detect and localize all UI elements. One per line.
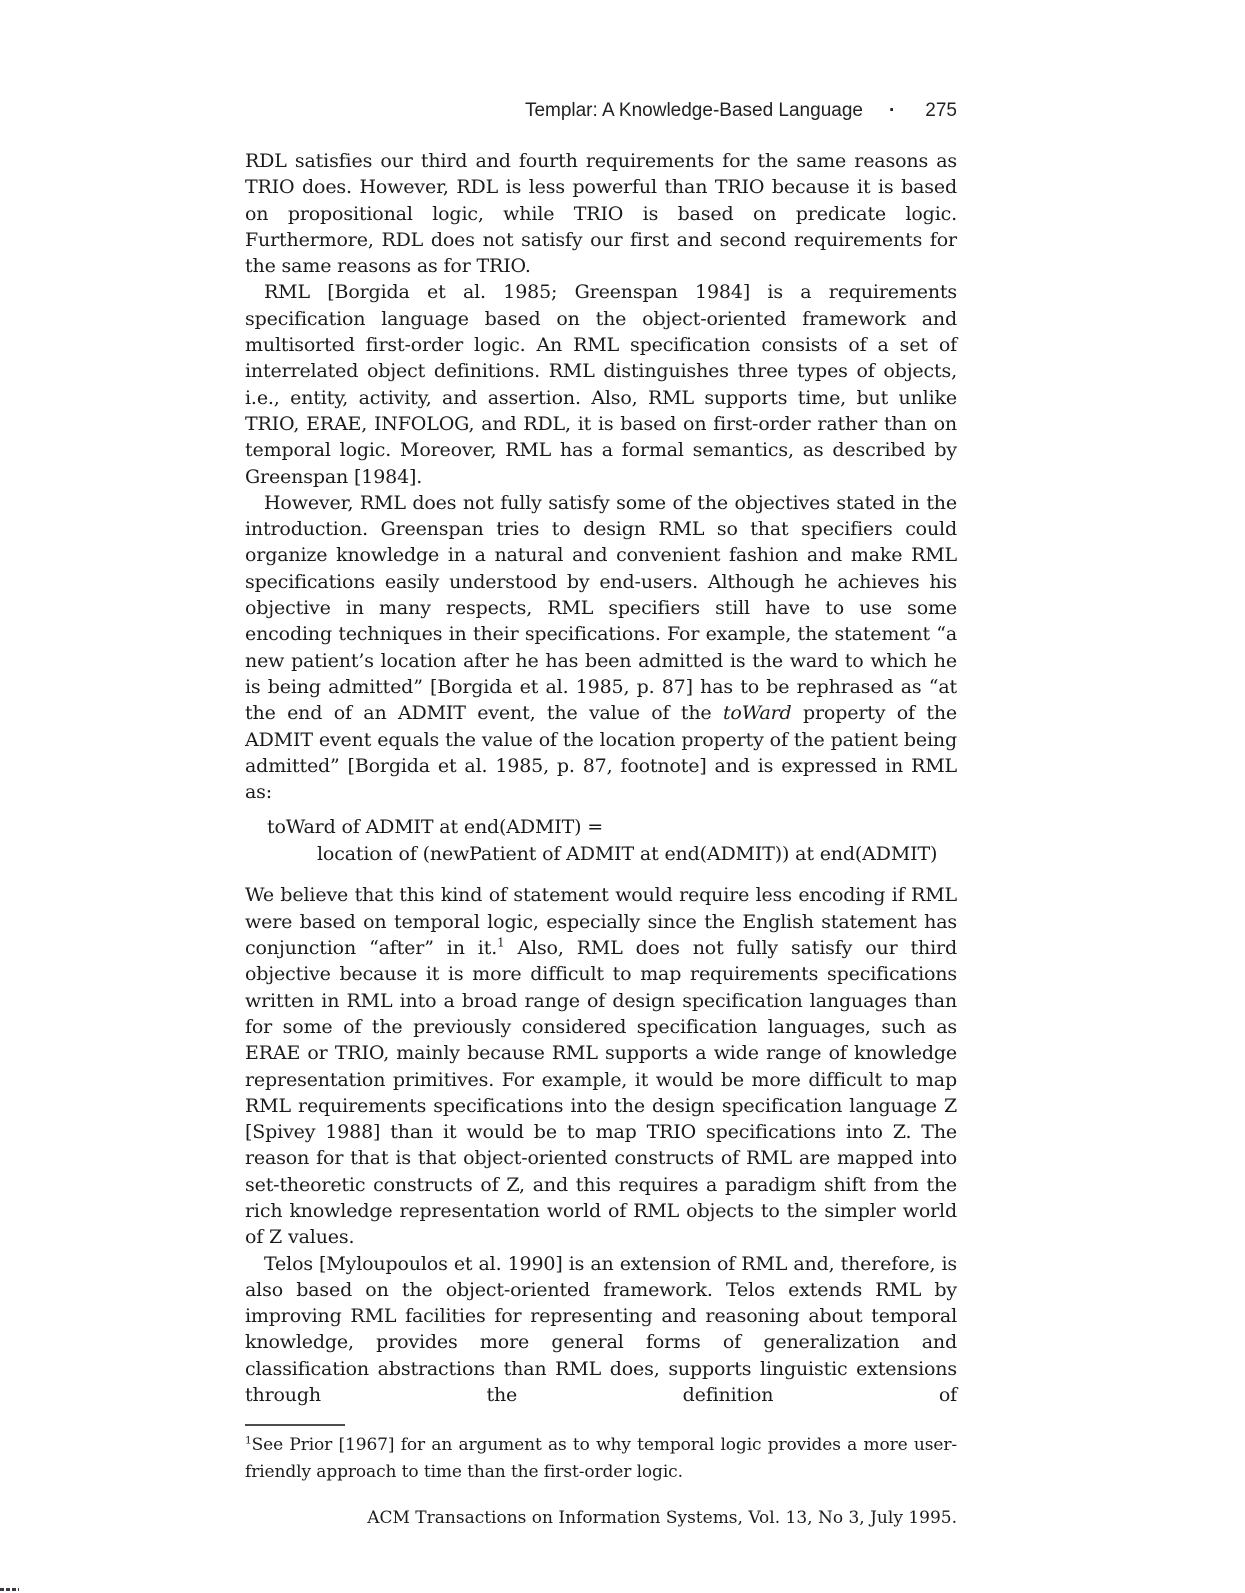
emphasized-term: toWard [722,702,792,725]
text-run: Telos [Myloupoulos et al. 1990] is an extension of RML and, therefore, is also based on the object-oriented framework. Telos extends RML by improving RML facilities for representing and reasoning about temporal knowledge, provides more general forms of generalization and classification abstractions than RML does, supports linguistic extensions through the definition of [245,1252,957,1407]
text-run: property of the ADMIT event equals the value of the location property of the patient being admitted” [Borgida et al. 1985, p. 87, footnote] and is expressed in RML as: [245,702,957,804]
journal-footer: ACM Transactions on Information Systems, Vol. 13, No 3, July 1995. [367,1508,957,1529]
scan-artifact-mark [0,1588,19,1591]
text-run: However, RML does not fully satisfy some of the objectives stated in the introduction. Greenspan tries to design RML so that specifiers could organize knowledge in a natural and convenient fashion and make RML specifications easily understood by end-users. Although he achieves his objective in many respects, RML specifiers still have to use some encoding techniques in their specifications. For example, the statement “a new patient’s location after he has been admitted is the ward to which he is being admitted” [Borgida et al. 1985, p. 87] has to be rephrased as “at the end of an ADMIT event, the value of the [245,491,957,725]
running-header [245,100,957,122]
body-paragraph [245,279,957,489]
page-content-column [245,100,957,1529]
body-paragraph [245,1251,957,1409]
footnote-text: See Prior [1967] for an argument as to why temporal logic provides a more user-friendly approach to time than the first-order logic. [245,1435,957,1482]
footnote-rule [245,1424,345,1426]
text-run: RDL satisfies our third and fourth requirements for the same reasons as TRIO does. However, RDL is less powerful than TRIO because it is based on propositional logic, while TRIO is based on predicate logic. Furthermore, RDL does not satisfy our first and second requirements for the same reasons as for TRIO. [245,150,957,278]
footnote-reference: 1 [497,935,505,950]
rml-expression-line: location of (newPatient of ADMIT at end(ADMIT)) at end(ADMIT) [317,843,938,866]
text-run: We believe that this kind of statement would require less encoding if RML were based on temporal logic, especially since the English statement has conjunction “after” in it. [245,884,957,960]
body-paragraph [245,882,957,1250]
body-paragraph [245,148,957,279]
body-paragraph [245,490,957,806]
header-separator-dot: · [888,100,896,121]
running-title: Templar: A Knowledge-Based Language [524,100,863,121]
text-run: RML [Borgida et al. 1985; Greenspan 1984] is a requirements specification language based on the object-oriented framework and multisorted first-order logic. An RML specification consists of a set of interrelated object definitions. RML distinguishes three types of objects, i.e., entity, activity, and assertion. Also, RML supports time, but unlike TRIO, ERAE, INFOLOG, and RDL, it is based on first-order rather than on temporal logic. Moreover, RML has a formal semantics, as described by Greenspan [1984]. [245,281,957,488]
rml-expression-line: toWard of ADMIT at end(ADMIT) = [267,816,604,839]
footnote [245,1432,957,1485]
body-text [245,148,957,1408]
rml-expression-block [245,814,957,868]
page-number: 275 [925,100,957,121]
text-run: Also, RML does not fully satisfy our third objective because it is more difficult to map requirements specifications written in RML into a broad range of design specification languages than for some of the previously considered specification languages, such as ERAE or TRIO, mainly because RML supports a wide range of knowledge representation primitives. For example, it would be more difficult to map RML requirements specifications into the design specification language Z [Spivey 1988] than it would be to map TRIO specifications into Z. The reason for that is that object-oriented constructs of RML are mapped into set-theoretic constructs of Z, and this requires a paradigm shift from the rich knowledge representation world of RML objects to the simpler world of Z values. [245,937,958,1249]
footnote-marker: 1 [245,1434,252,1447]
